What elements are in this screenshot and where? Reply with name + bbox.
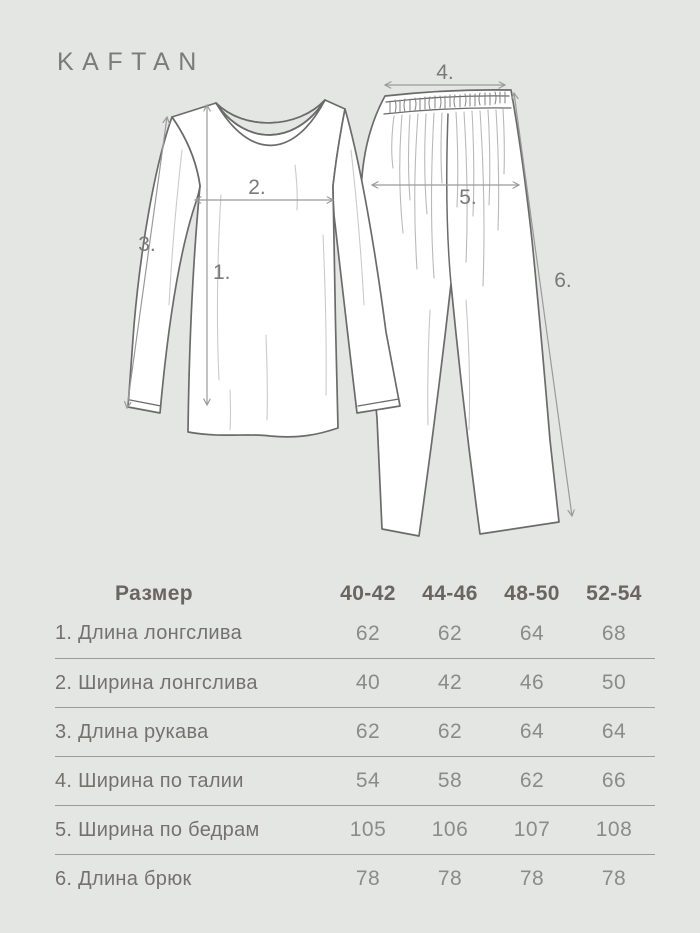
measurement-value: 78 bbox=[355, 867, 381, 890]
measurement-value: 78 bbox=[601, 867, 627, 890]
table-row bbox=[55, 707, 655, 756]
measurement-value: 106 bbox=[431, 818, 469, 841]
table-row bbox=[55, 658, 655, 707]
size-column-header: 40-42 bbox=[340, 581, 396, 605]
longsleeve-drawing bbox=[128, 100, 400, 437]
measurement-value: 64 bbox=[601, 720, 627, 743]
measurement-value: 66 bbox=[601, 769, 627, 792]
pants-drawing bbox=[361, 90, 559, 536]
measurement-value: 62 bbox=[355, 720, 381, 743]
measurement-value: 78 bbox=[437, 867, 463, 890]
measurement-value: 58 bbox=[437, 769, 463, 792]
size-column-header: 48-50 bbox=[504, 581, 560, 605]
measurement-value: 62 bbox=[519, 769, 545, 792]
measurement-value: 62 bbox=[437, 720, 463, 743]
callout-3: 3. bbox=[138, 233, 156, 256]
table-row bbox=[55, 609, 655, 658]
brand-logo: KAFTAN bbox=[57, 48, 205, 76]
measurement-value: 42 bbox=[437, 671, 463, 694]
measurement-label: 6. Длина брюк bbox=[55, 867, 192, 890]
measurement-label: 2. Ширина лонгслива bbox=[55, 671, 258, 694]
shirt-body bbox=[172, 100, 345, 437]
measurement-value: 54 bbox=[355, 769, 381, 792]
measurement-value: 62 bbox=[355, 621, 381, 645]
size-table-header bbox=[55, 578, 655, 609]
measurement-value: 62 bbox=[437, 621, 463, 645]
measurement-value: 64 bbox=[519, 621, 545, 645]
table-row bbox=[55, 756, 655, 805]
measurement-label: 4. Ширина по талии bbox=[55, 769, 244, 792]
measurement-value: 64 bbox=[519, 720, 545, 743]
measurement-value: 50 bbox=[601, 671, 627, 694]
size-table-title: Размер bbox=[115, 581, 194, 605]
measurement-value: 78 bbox=[519, 867, 545, 890]
measurement-value: 46 bbox=[519, 671, 545, 694]
table-row bbox=[55, 854, 655, 903]
size-table bbox=[55, 578, 655, 903]
size-column-header: 44-46 bbox=[422, 581, 478, 605]
measurement-label: 3. Длина рукава bbox=[55, 720, 209, 743]
measurement-value: 107 bbox=[513, 818, 551, 841]
measurement-value: 105 bbox=[349, 818, 387, 841]
callout-4: 4. bbox=[436, 61, 454, 84]
measurement-value: 40 bbox=[355, 671, 381, 694]
callout-2: 2. bbox=[248, 176, 266, 199]
measurement-value: 108 bbox=[595, 818, 633, 841]
measurement-value: 68 bbox=[601, 621, 627, 645]
callout-1: 1. bbox=[213, 261, 231, 284]
measurement-label: 1. Длина лонгслива bbox=[55, 622, 243, 644]
size-column-header: 52-54 bbox=[586, 581, 642, 605]
pants-outline bbox=[361, 90, 559, 536]
callout-5: 5. bbox=[459, 186, 477, 209]
measurement-label: 5. Ширина по бедрам bbox=[55, 818, 260, 841]
table-row bbox=[55, 805, 655, 854]
callout-6: 6. bbox=[554, 269, 572, 292]
